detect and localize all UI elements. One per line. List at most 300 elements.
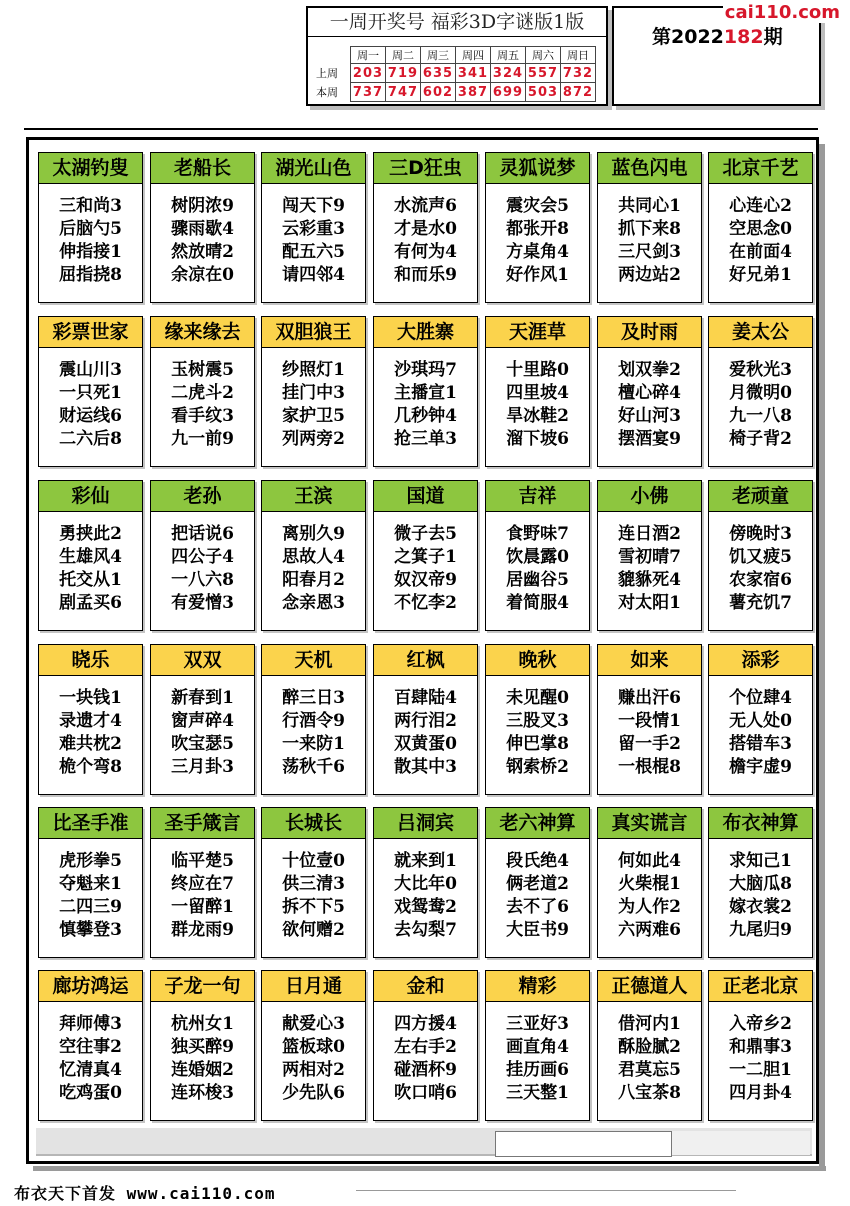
riddle-line: 四里坡4 [506, 383, 569, 403]
riddle-line: 杭州女1 [171, 1014, 234, 1034]
riddle-card [373, 480, 478, 631]
bottom-box [495, 1131, 672, 1157]
riddle-lines [598, 676, 701, 779]
riddle-card-title: 比圣手准 [39, 808, 142, 839]
riddle-line: 溜下坡6 [506, 429, 569, 449]
riddle-line: 后脑勺5 [59, 219, 122, 239]
riddle-line: 剧孟买6 [59, 593, 122, 613]
riddle-card-title: 如来 [598, 645, 701, 676]
riddle-line: 食野味7 [506, 524, 569, 544]
riddle-card [261, 807, 366, 958]
riddle-lines [151, 348, 254, 451]
riddle-line: 檐宇虚9 [729, 757, 792, 777]
riddle-lines [598, 1002, 701, 1105]
riddle-card-title: 小佛 [598, 481, 701, 512]
riddle-line: 好作风1 [506, 265, 569, 285]
riddle-line: 把话说6 [171, 524, 234, 544]
riddle-lines [374, 184, 477, 287]
riddle-line: 欲何赠2 [282, 920, 345, 940]
riddle-card-title: 双双 [151, 645, 254, 676]
riddle-line: 屈指挠8 [59, 265, 122, 285]
riddle-line: 借河内1 [618, 1014, 681, 1034]
riddle-line: 沙琪玛7 [394, 360, 457, 380]
riddle-line: 个位肆4 [729, 688, 792, 708]
riddle-card [150, 480, 255, 631]
riddle-card [38, 970, 143, 1121]
riddle-card-title: 及时雨 [598, 317, 701, 348]
riddle-line: 生雄风4 [59, 547, 122, 567]
this-week-number: 699 [491, 83, 526, 102]
riddle-lines [151, 184, 254, 287]
riddle-line: 就来到1 [394, 851, 457, 871]
riddle-line: 大臣书9 [506, 920, 569, 940]
riddle-lines [151, 512, 254, 615]
riddle-lines [374, 1002, 477, 1105]
riddle-lines [39, 676, 142, 779]
riddle-card-title: 大胜寨 [374, 317, 477, 348]
day-header: 周四 [456, 47, 491, 64]
riddle-line: 新春到1 [171, 688, 234, 708]
this-week-number: 872 [561, 83, 596, 102]
riddle-line: 空往事2 [59, 1037, 122, 1057]
riddle-line: 为人作2 [618, 897, 681, 917]
riddle-card-title: 天涯草 [486, 317, 589, 348]
riddle-line: 二四三9 [59, 897, 122, 917]
riddle-line: 钢索桥2 [506, 757, 569, 777]
site-logo-text[interactable]: cai110.com [724, 2, 840, 23]
riddle-card-title: 吕洞宾 [374, 808, 477, 839]
riddle-lines [262, 839, 365, 942]
riddle-card [373, 316, 478, 467]
riddle-card [485, 807, 590, 958]
riddle-card [261, 152, 366, 303]
riddle-line: 饥又疲5 [729, 547, 792, 567]
riddle-card-title: 老船长 [151, 153, 254, 184]
riddle-lines [598, 184, 701, 287]
riddle-card [150, 644, 255, 795]
riddle-lines [262, 184, 365, 287]
riddle-card [708, 480, 813, 631]
riddle-line: 闯天下9 [282, 196, 345, 216]
riddle-line: 夺魁来1 [59, 874, 122, 894]
riddle-card [708, 152, 813, 303]
riddle-line: 十位壹0 [282, 851, 345, 871]
riddle-line: 何如此4 [618, 851, 681, 871]
panel-title: 一周开奖号 福彩3D字谜版1版 [308, 8, 606, 37]
riddle-line: 饮晨露0 [506, 547, 569, 567]
riddle-line: 水流声6 [394, 196, 457, 216]
riddle-card-title: 老顽童 [709, 481, 812, 512]
riddle-card-title: 三D狂虫 [374, 153, 477, 184]
riddle-line: 九尾归9 [729, 920, 792, 940]
riddle-line: 搭错车3 [729, 734, 792, 754]
riddle-line: 画直角4 [506, 1037, 569, 1057]
riddle-line: 求知己1 [729, 851, 792, 871]
last-week-number: 341 [456, 64, 491, 83]
riddle-line: 看手纹3 [171, 406, 234, 426]
riddle-line: 然放晴2 [171, 242, 234, 262]
riddle-card [38, 316, 143, 467]
riddle-line: 酥脸腻2 [618, 1037, 681, 1057]
riddle-card-title: 日月通 [262, 971, 365, 1002]
riddle-card [373, 970, 478, 1121]
riddle-line: 醉三日3 [282, 688, 345, 708]
riddle-card-title: 老六神算 [486, 808, 589, 839]
riddle-line: 摆酒宴9 [618, 429, 681, 449]
riddle-card [373, 644, 478, 795]
this-week-number: 737 [351, 83, 386, 102]
riddle-card-title: 正德道人 [598, 971, 701, 1002]
riddle-card-title: 晓乐 [39, 645, 142, 676]
riddle-line: 托交从1 [59, 570, 122, 590]
riddle-line: 阳春月2 [282, 570, 345, 590]
riddle-line: 二六后8 [59, 429, 122, 449]
riddle-card [261, 316, 366, 467]
riddle-line: 念亲恩3 [282, 593, 345, 613]
last-week-number: 203 [351, 64, 386, 83]
riddle-line: 录遗才4 [59, 711, 122, 731]
riddle-line: 无人处0 [729, 711, 792, 731]
riddle-line: 嫁衣裳2 [729, 897, 792, 917]
riddle-card [597, 316, 702, 467]
riddle-line: 终应在7 [171, 874, 234, 894]
riddle-line: 吃鸡蛋0 [59, 1083, 122, 1103]
riddle-lines [151, 1002, 254, 1105]
riddle-card [597, 644, 702, 795]
last-week-label: 上周 [316, 67, 338, 80]
riddle-line: 勇挟此2 [59, 524, 122, 544]
riddle-line: 三股叉3 [506, 711, 569, 731]
footer-divider [356, 1190, 736, 1191]
riddle-line: 戏鸳鸯2 [394, 897, 457, 917]
riddle-line: 傍晚时3 [729, 524, 792, 544]
riddle-line: 忆清真4 [59, 1060, 122, 1080]
riddle-lines [262, 348, 365, 451]
riddle-line: 三天整1 [506, 1083, 569, 1103]
riddle-lines [486, 348, 589, 451]
riddle-line: 貔貅死4 [618, 570, 681, 590]
riddle-lines [598, 348, 701, 451]
riddle-line: 骤雨歇4 [171, 219, 234, 239]
riddle-line: 一块钱1 [59, 688, 122, 708]
riddle-card-title: 双胆狼王 [262, 317, 365, 348]
riddle-card-title: 布衣神算 [709, 808, 812, 839]
riddle-card-title: 老孙 [151, 481, 254, 512]
day-header: 周一 [351, 47, 386, 64]
riddle-line: 双黄蛋0 [394, 734, 457, 754]
riddle-lines [262, 676, 365, 779]
riddle-line: 散其中3 [394, 757, 457, 777]
riddle-line: 离别久9 [282, 524, 345, 544]
riddle-lines [486, 839, 589, 942]
riddle-lines [262, 512, 365, 615]
riddle-card-title: 彩票世家 [39, 317, 142, 348]
riddle-line: 去不了6 [506, 897, 569, 917]
riddle-card-title: 长城长 [262, 808, 365, 839]
riddle-line: 左右手2 [394, 1037, 457, 1057]
riddle-line: 大脑瓜8 [729, 874, 792, 894]
riddle-line: 抓下来8 [618, 219, 681, 239]
riddle-lines [709, 839, 812, 942]
riddle-lines [39, 1002, 142, 1105]
riddle-lines [709, 1002, 812, 1105]
riddle-line: 四月卦4 [729, 1083, 792, 1103]
riddle-line: 献爱心3 [282, 1014, 345, 1034]
riddle-card [38, 807, 143, 958]
riddle-line: 碰酒杯9 [394, 1060, 457, 1080]
riddle-card-title: 缘来缘去 [151, 317, 254, 348]
riddle-line: 月微明0 [729, 383, 792, 403]
board-shadow [33, 1166, 826, 1171]
riddle-line: 和而乐9 [394, 265, 457, 285]
riddle-line: 一来防1 [282, 734, 345, 754]
riddle-line: 六两难6 [618, 920, 681, 940]
riddle-lines [486, 1002, 589, 1105]
riddle-line: 雪初晴7 [618, 547, 681, 567]
riddle-lines [39, 184, 142, 287]
riddle-line: 群龙雨9 [171, 920, 234, 940]
riddle-lines [374, 348, 477, 451]
riddle-line: 九一八8 [729, 406, 792, 426]
riddle-lines [151, 676, 254, 779]
riddle-line: 列两旁2 [282, 429, 345, 449]
riddle-line: 供三清3 [282, 874, 345, 894]
riddle-card-title: 王滨 [262, 481, 365, 512]
riddle-lines [262, 1002, 365, 1105]
last-week-number: 324 [491, 64, 526, 83]
riddle-line: 段氏绝4 [506, 851, 569, 871]
riddle-card-title: 灵狐说梦 [486, 153, 589, 184]
riddle-lines [374, 676, 477, 779]
riddle-line: 拆不下5 [282, 897, 345, 917]
riddle-line: 八宝茶8 [618, 1083, 681, 1103]
riddle-line: 农家宿6 [729, 570, 792, 590]
riddle-line: 椅子背2 [729, 429, 792, 449]
riddle-line: 四公子4 [171, 547, 234, 567]
riddle-line: 不忆李2 [394, 593, 457, 613]
riddle-card [38, 152, 143, 303]
riddle-line: 和鼎事3 [729, 1037, 792, 1057]
riddle-line: 居幽谷5 [506, 570, 569, 590]
riddle-line: 旱冰鞋2 [506, 406, 569, 426]
footer-credit: 布衣天下首发 www.cai110.com [14, 1184, 276, 1203]
riddle-line: 俩老道2 [506, 874, 569, 894]
riddle-line: 奴汉帝9 [394, 570, 457, 590]
last-week-number: 635 [421, 64, 456, 83]
riddle-card [597, 970, 702, 1121]
riddle-card [38, 644, 143, 795]
riddle-line: 树阴浓9 [171, 196, 234, 216]
riddle-card [597, 152, 702, 303]
riddle-lines [709, 348, 812, 451]
riddle-card [150, 152, 255, 303]
draw-results-panel [306, 6, 608, 106]
riddle-card-title: 正老北京 [709, 971, 812, 1002]
riddle-card-title: 吉祥 [486, 481, 589, 512]
this-week-number: 503 [526, 83, 561, 102]
riddle-card [261, 480, 366, 631]
riddle-line: 财运线6 [59, 406, 122, 426]
riddle-line: 共同心1 [618, 196, 681, 216]
riddle-line: 云彩重3 [282, 219, 345, 239]
last-week-number: 719 [386, 64, 421, 83]
riddle-line: 行酒令9 [282, 711, 345, 731]
riddle-line: 一八六8 [171, 570, 234, 590]
riddle-card-title: 彩仙 [39, 481, 142, 512]
this-week-number: 387 [456, 83, 491, 102]
riddle-card [708, 807, 813, 958]
riddle-line: 在前面4 [729, 242, 792, 262]
riddle-card [150, 316, 255, 467]
riddle-card [373, 807, 478, 958]
riddle-line: 一段情1 [618, 711, 681, 731]
riddle-card [485, 316, 590, 467]
riddle-line: 对太阳1 [618, 593, 681, 613]
riddle-line: 留一手2 [618, 734, 681, 754]
riddle-card-title: 精彩 [486, 971, 589, 1002]
riddle-line: 虎形拳5 [59, 851, 122, 871]
riddle-line: 三月卦3 [171, 757, 234, 777]
day-header: 周六 [526, 47, 561, 64]
riddle-lines [486, 184, 589, 287]
riddle-line: 一根棍8 [618, 757, 681, 777]
riddle-line: 两行泪2 [394, 711, 457, 731]
riddle-card [485, 480, 590, 631]
riddle-lines [39, 839, 142, 942]
riddle-card-title: 红枫 [374, 645, 477, 676]
riddle-lines [709, 512, 812, 615]
riddle-card [373, 152, 478, 303]
riddle-line: 三和尚3 [59, 196, 122, 216]
riddle-line: 吹口哨6 [394, 1083, 457, 1103]
riddle-line: 挂门中3 [282, 383, 345, 403]
riddle-line: 家护卫5 [282, 406, 345, 426]
riddle-line: 才是水0 [394, 219, 457, 239]
riddle-card [708, 316, 813, 467]
riddle-card-title: 圣手箴言 [151, 808, 254, 839]
riddle-line: 连婚姻2 [171, 1060, 234, 1080]
riddle-line: 微子去5 [394, 524, 457, 544]
riddle-line: 十里路0 [506, 360, 569, 380]
riddle-card [150, 807, 255, 958]
riddle-line: 心连心2 [729, 196, 792, 216]
riddle-card [708, 644, 813, 795]
bottom-box [672, 1131, 810, 1155]
riddle-line: 余凉在0 [171, 265, 234, 285]
last-week-number: 557 [526, 64, 561, 83]
riddle-card-title: 姜太公 [709, 317, 812, 348]
riddle-line: 划双拳2 [618, 360, 681, 380]
day-header: 周日 [561, 47, 596, 64]
riddle-line: 慎攀登3 [59, 920, 122, 940]
riddle-line: 好兄弟1 [729, 265, 792, 285]
issue-number: 第2022182期 [652, 26, 783, 48]
riddle-line: 伸指接1 [59, 242, 122, 262]
riddle-line: 篮板球0 [282, 1037, 345, 1057]
riddle-card-title: 廊坊鸿运 [39, 971, 142, 1002]
riddle-line: 之箕子1 [394, 547, 457, 567]
board-shadow [819, 144, 825, 1171]
this-week-number: 602 [421, 83, 456, 102]
riddle-line: 檀心碎4 [618, 383, 681, 403]
riddle-line: 震灾会5 [506, 196, 569, 216]
this-week-label: 本周 [316, 86, 338, 99]
riddle-line: 入帝乡2 [729, 1014, 792, 1034]
riddle-line: 少先队6 [282, 1083, 345, 1103]
riddle-card-title: 金和 [374, 971, 477, 1002]
riddle-card-title: 添彩 [709, 645, 812, 676]
riddle-line: 连环梭3 [171, 1083, 234, 1103]
riddle-card-title: 湖光山色 [262, 153, 365, 184]
riddle-lines [39, 348, 142, 451]
riddle-card-title: 真实谎言 [598, 808, 701, 839]
riddle-line: 纱照灯1 [282, 360, 345, 380]
riddle-line: 爱秋光3 [729, 360, 792, 380]
riddle-line: 思故人4 [282, 547, 345, 567]
riddle-lines [486, 676, 589, 779]
riddle-line: 有何为4 [394, 242, 457, 262]
riddle-line: 未见醒0 [506, 688, 569, 708]
day-header: 周二 [386, 47, 421, 64]
riddle-card-title: 国道 [374, 481, 477, 512]
riddle-line: 薯充饥7 [729, 593, 792, 613]
riddle-line: 挂历画6 [506, 1060, 569, 1080]
riddle-lines [709, 676, 812, 779]
riddle-card [485, 970, 590, 1121]
riddle-line: 窗声碎4 [171, 711, 234, 731]
riddle-line: 抢三单3 [394, 429, 457, 449]
riddle-card-title: 晚秋 [486, 645, 589, 676]
riddle-line: 吹宝瑟5 [171, 734, 234, 754]
riddle-card [261, 644, 366, 795]
draw-results-table [314, 46, 596, 102]
riddle-line: 有爱憎3 [171, 593, 234, 613]
riddle-line: 空思念0 [729, 219, 792, 239]
riddle-card [485, 152, 590, 303]
riddle-card [708, 970, 813, 1121]
riddle-line: 九一前9 [171, 429, 234, 449]
riddle-line: 一二胆1 [729, 1060, 792, 1080]
riddle-card [38, 480, 143, 631]
day-header: 周三 [421, 47, 456, 64]
riddle-line: 大比年0 [394, 874, 457, 894]
riddle-line: 火柴棍1 [618, 874, 681, 894]
riddle-card-title: 蓝色闪电 [598, 153, 701, 184]
riddle-card-title: 北京千艺 [709, 153, 812, 184]
riddle-lines [374, 839, 477, 942]
riddle-line: 三亚好3 [506, 1014, 569, 1034]
riddle-card-title: 子龙一句 [151, 971, 254, 1002]
riddle-lines [709, 184, 812, 287]
riddle-card-title: 太湖钓叟 [39, 153, 142, 184]
riddle-line: 伸巴掌8 [506, 734, 569, 754]
day-header: 周五 [491, 47, 526, 64]
riddle-line: 荡秋千6 [282, 757, 345, 777]
riddle-line: 几秒钟4 [394, 406, 457, 426]
this-week-number: 747 [386, 83, 421, 102]
riddle-line: 都张开8 [506, 219, 569, 239]
riddle-line: 震山川3 [59, 360, 122, 380]
riddle-line: 主播宣1 [394, 383, 457, 403]
riddle-card [597, 480, 702, 631]
riddle-line: 一留醉1 [171, 897, 234, 917]
riddle-line: 着简服4 [506, 593, 569, 613]
riddle-line: 难共枕2 [59, 734, 122, 754]
riddle-line: 三尺剑3 [618, 242, 681, 262]
riddle-line: 连日酒2 [618, 524, 681, 544]
riddle-line: 一只死1 [59, 383, 122, 403]
riddle-line: 两边站2 [618, 265, 681, 285]
